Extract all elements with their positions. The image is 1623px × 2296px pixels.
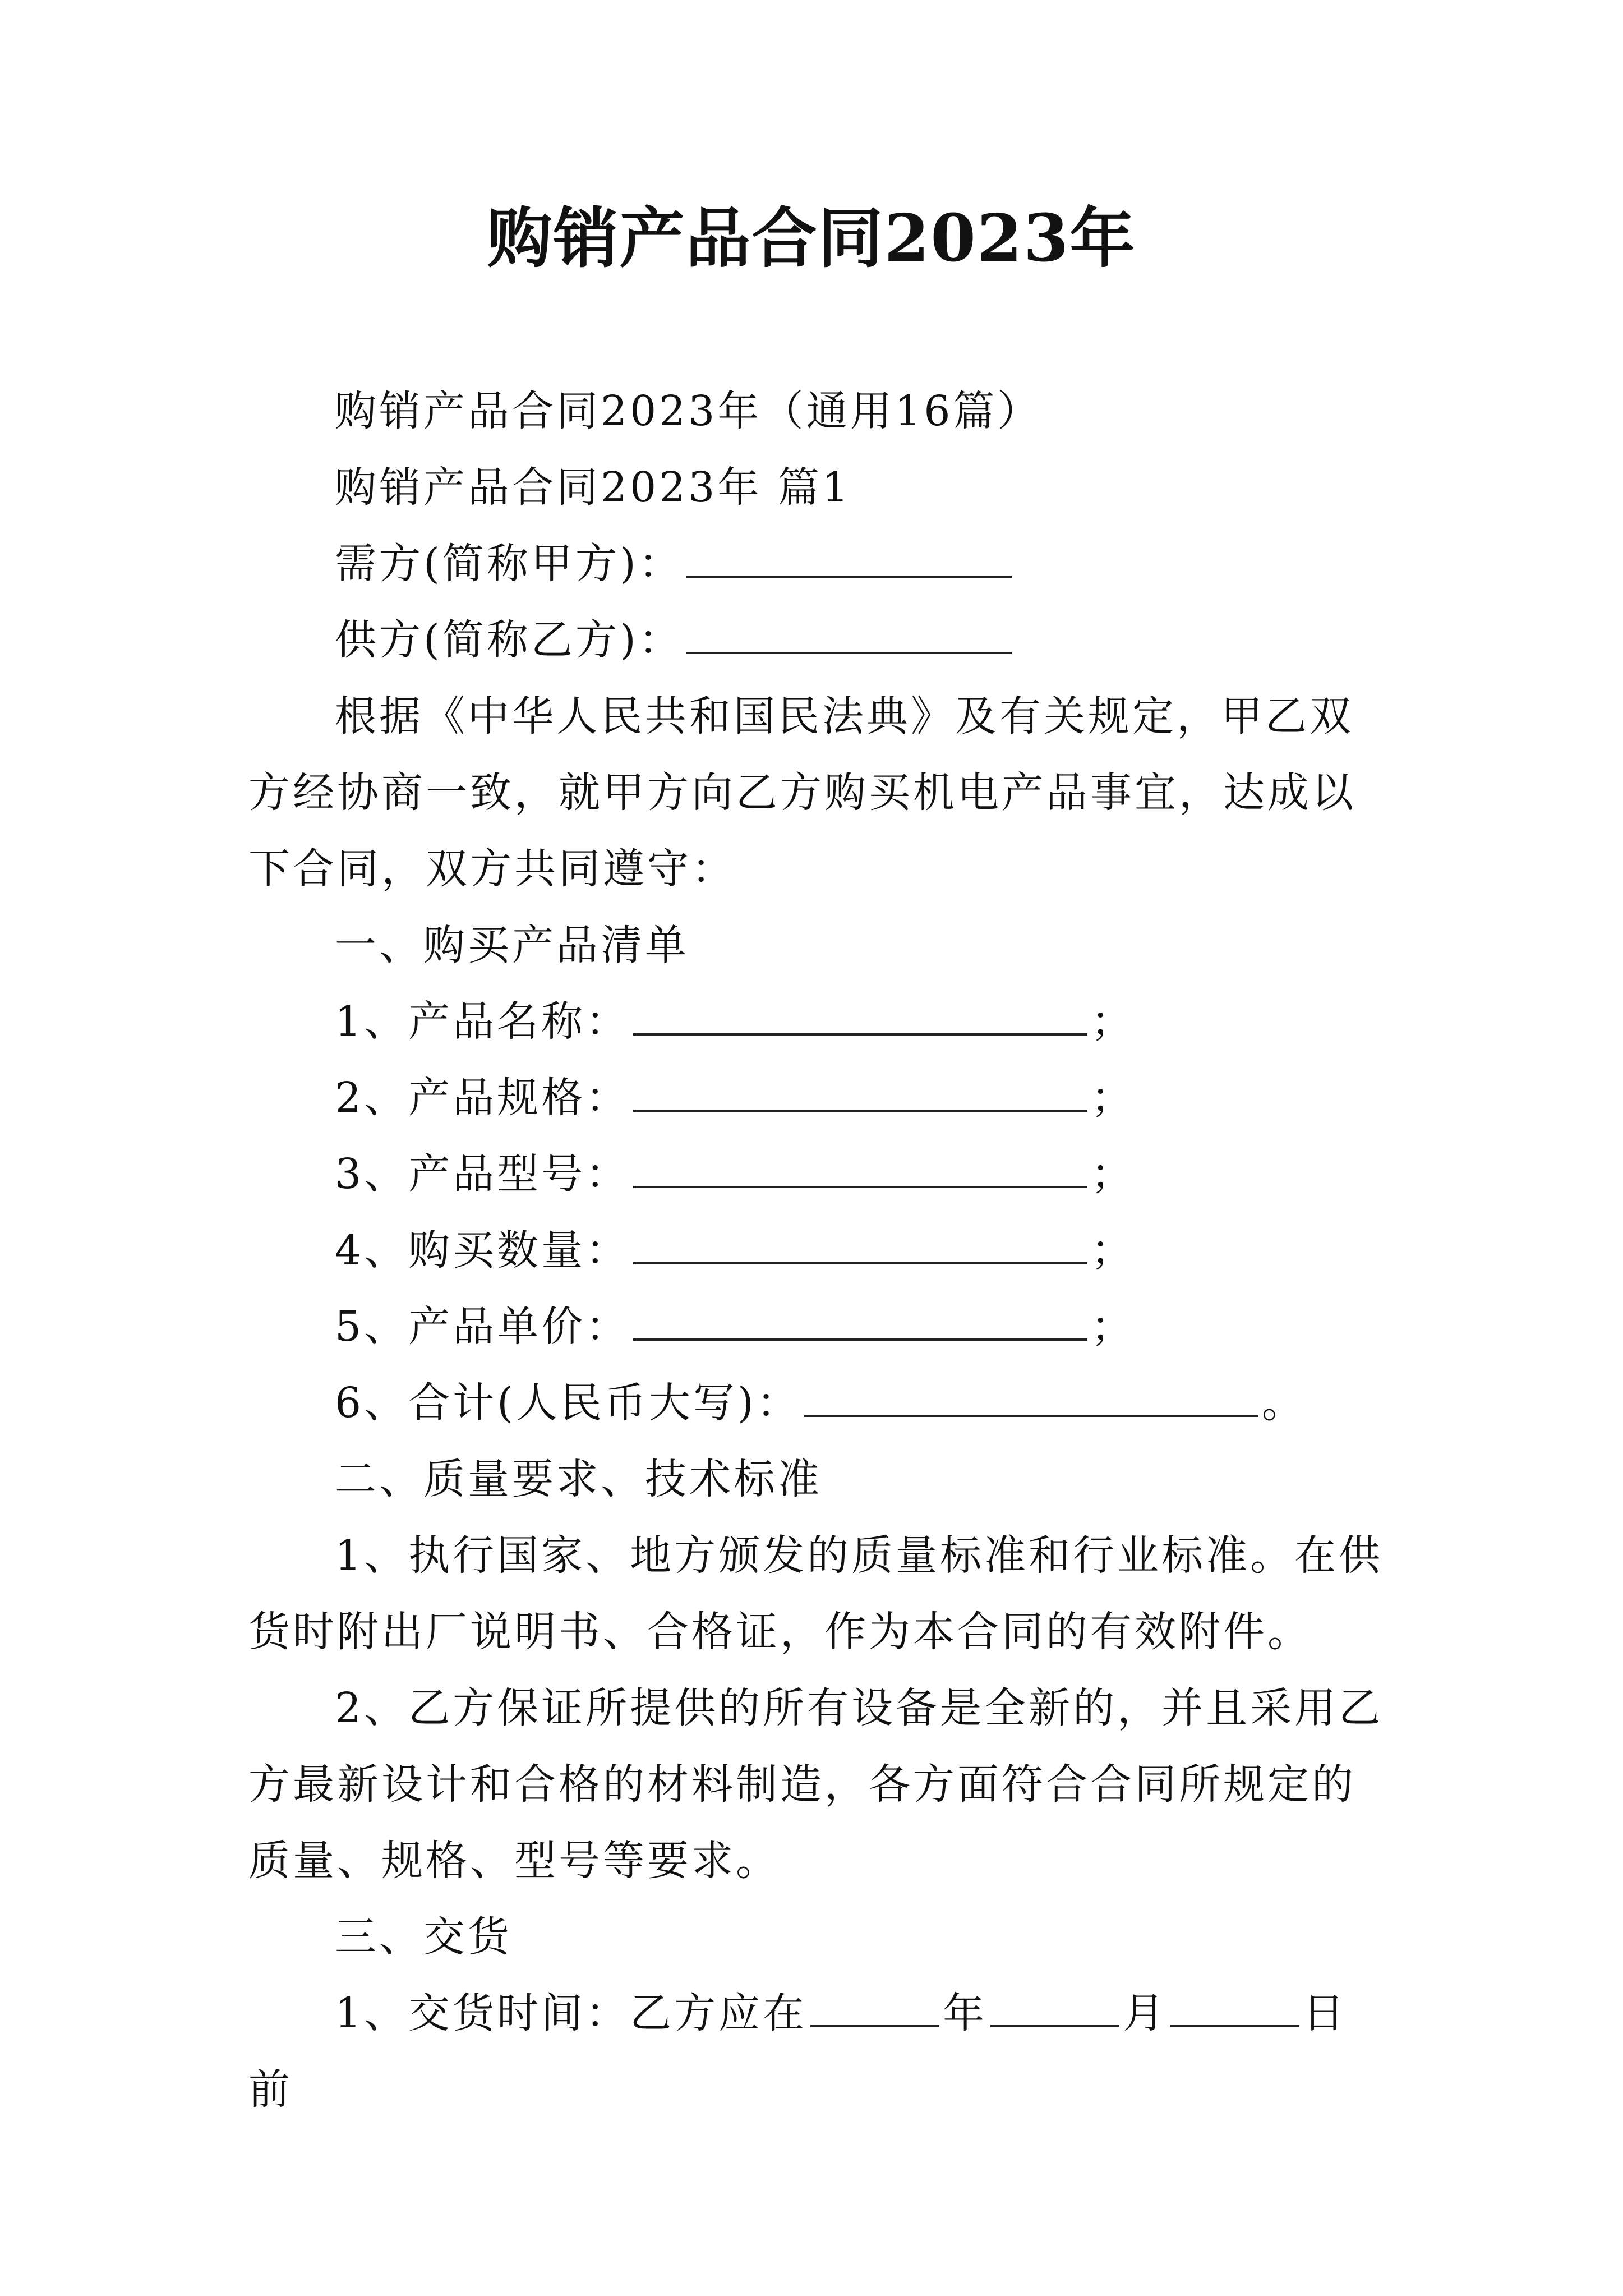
quantity-end: ； [1091, 1226, 1136, 1274]
seller-label: 供方(简称乙方)： [335, 616, 683, 664]
total-label: 6、合计(人民币大写)： [335, 1379, 801, 1427]
product-spec-label: 2、产品规格： [335, 1074, 630, 1122]
product-name-end: ； [1091, 997, 1136, 1046]
product-name-blank [633, 992, 1087, 1036]
product-model-label: 3、产品型号： [335, 1150, 630, 1198]
delivery-time-label: 1、交货时间：乙方应在 [335, 1989, 808, 2037]
delivery-day-blank [1170, 1984, 1299, 2027]
product-spec-line [248, 1060, 1388, 1136]
product-model-end: ； [1091, 1150, 1136, 1198]
seller-blank [686, 610, 1012, 654]
month-text: 月 [1123, 1989, 1168, 2037]
intro-paragraph: 根据《中华人民共和国民法典》及有关规定，甲乙双方经协商一致，就甲方向乙方购买机电产品事宜，达成以下合同，双方共同遵守： [248, 692, 1356, 893]
delivery-time-line [248, 1975, 1388, 2128]
delivery-month-blank [990, 1984, 1119, 2027]
product-spec-blank [633, 1068, 1087, 1112]
day-before-text: 日前 [248, 1989, 1348, 2114]
product-name-label: 1、产品名称： [335, 997, 630, 1046]
unit-price-label: 5、产品单价： [335, 1303, 630, 1351]
unit-price-line [248, 1289, 1388, 1365]
part1-heading: 一、购买产品清单 [335, 921, 689, 969]
unit-price-blank [633, 1297, 1087, 1341]
total-line [248, 1365, 1388, 1441]
section-heading: 购销产品合同2023年 篇1 [335, 463, 851, 512]
product-name-line [248, 983, 1388, 1060]
product-model-line [248, 1136, 1388, 1212]
total-blank [804, 1373, 1258, 1417]
buyer-line [248, 526, 1388, 602]
product-model-blank [633, 1144, 1087, 1188]
product-spec-end: ； [1091, 1074, 1136, 1122]
buyer-label: 需方(简称甲方)： [335, 540, 683, 588]
buyer-blank [686, 534, 1012, 578]
quantity-label: 4、购买数量： [335, 1226, 630, 1274]
total-end: 。 [1261, 1379, 1306, 1427]
quality-clause-1: 1、执行国家、地方颁发的质量标准和行业标准。在供货时附出厂说明书、合格证，作为本合同的有效附件。 [248, 1531, 1384, 1656]
document-body [248, 373, 1388, 2128]
delivery-year-blank [810, 1984, 939, 2027]
document-title: 购销产品合同2023年 [487, 200, 1136, 277]
unit-price-end: ； [1091, 1303, 1136, 1351]
year-text: 年 [943, 1989, 988, 2037]
quantity-blank [633, 1221, 1087, 1264]
subtitle: 购销产品合同2023年（通用16篇） [335, 387, 1042, 435]
quality-clause-2: 2、乙方保证所提供的所有设备是全新的，并且采用乙方最新设计和合格的材料制造，各方面符合合同所规定的质量、规格、型号等要求。 [248, 1684, 1384, 1885]
quantity-line [248, 1212, 1388, 1289]
part2-heading: 二、质量要求、技术标准 [335, 1455, 822, 1503]
part3-heading: 三、交货 [335, 1913, 512, 1961]
seller-line [248, 602, 1388, 678]
